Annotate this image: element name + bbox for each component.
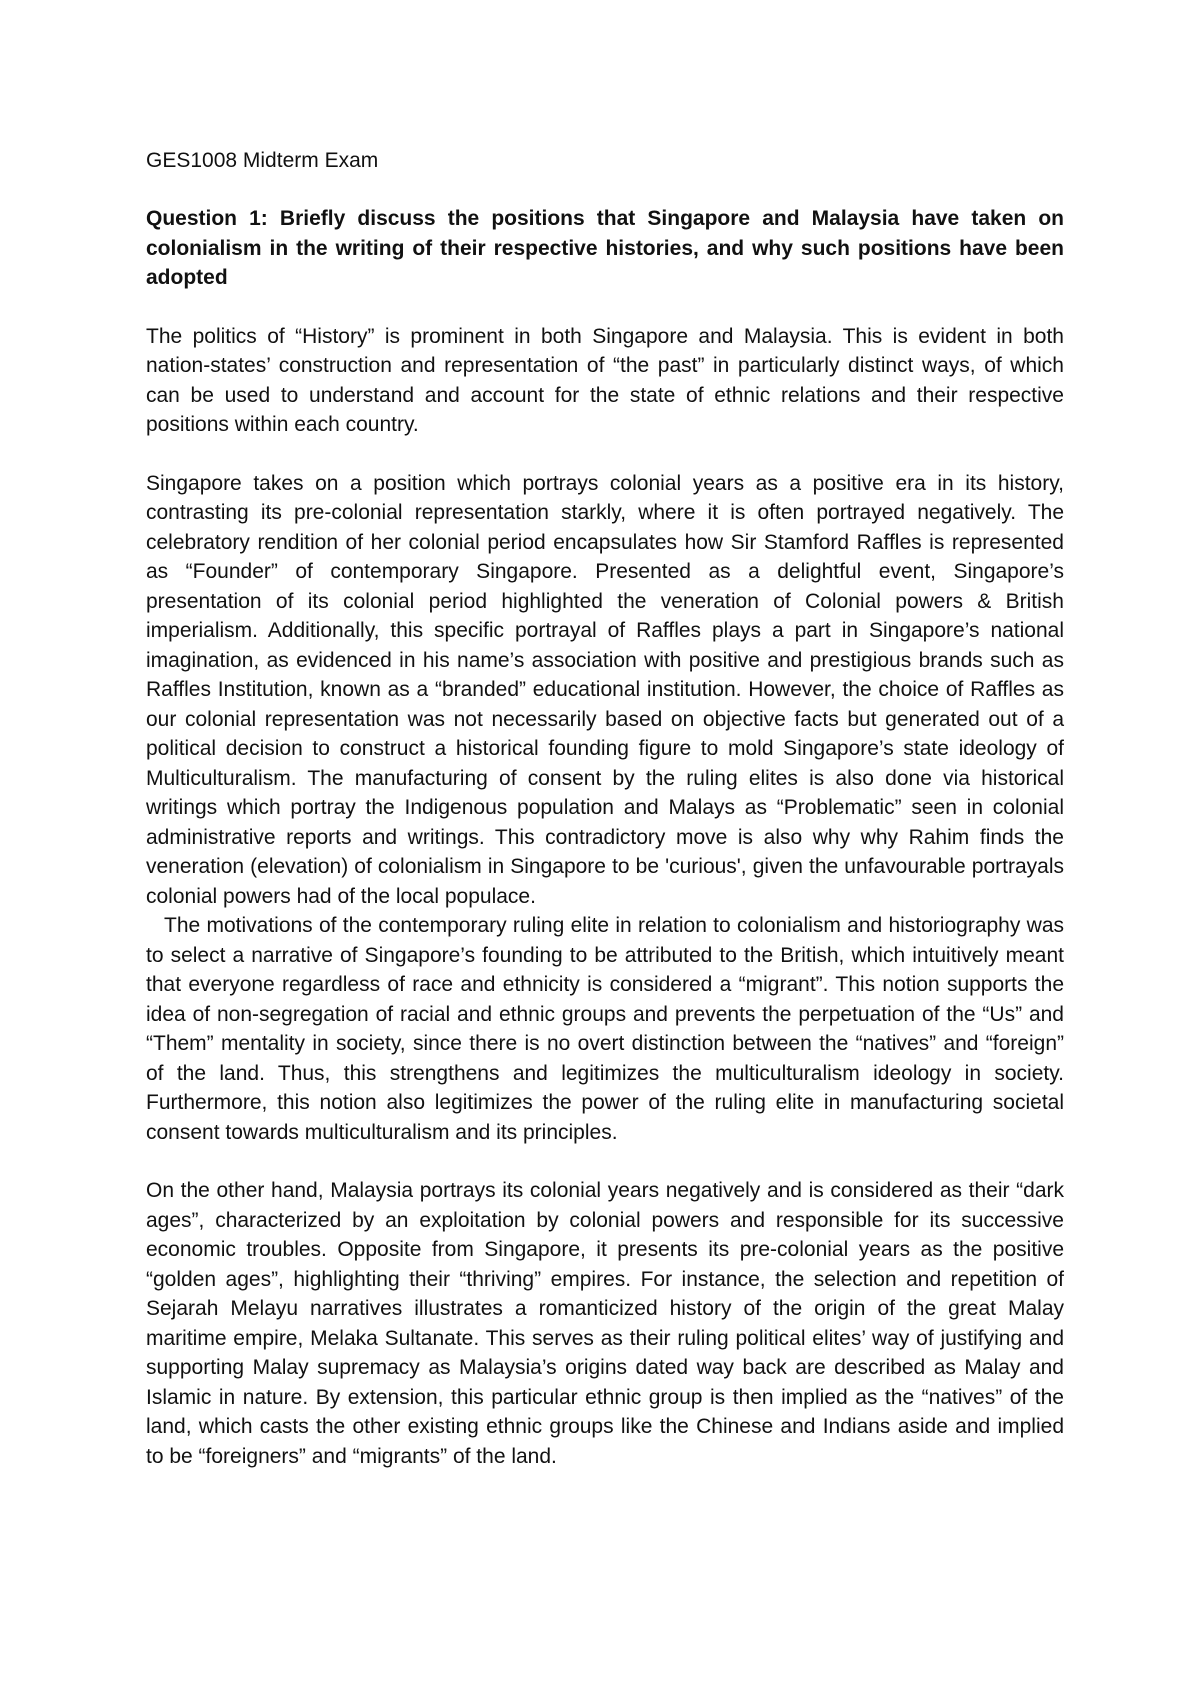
- paragraph-malaysia-position: On the other hand, Malaysia portrays its colonial years negatively and is considered as their “dark ages”, characterized by an exploitation by colonial powers and responsible for its successive economic troubles. Opposite from Singapore, it presents its pre-colonial years as the positive “golden ages”, highlighting their “thriving” empires. For instance, the selection and repetition of Sejarah Melayu narratives illustrates a romanticized history of the origin of the great Malay maritime empire, Melaka Sultanate. This serves as their ruling political elites’ way of justifying and supporting Malay supremacy as Malaysia’s origins dated way back are described as Malay and Islamic in nature. By extension, this particular ethnic group is then implied as the “natives” of the land, which casts the other existing ethnic groups like the Chinese and Indians aside and implied to be “foreigners” and “migrants” of the land.: [146, 1179, 1064, 1468]
- paragraph-singapore-position: Singapore takes on a position which portrays colonial years as a positive era in its history, contrasting its pre-colonial representation starkly, where it is often portrayed negatively. The celebratory rendition of her colonial period encapsulates how Sir Stamford Raffles is represented as “Founder” of contemporary Singapore. Presented as a delightful event, Singapore’s presentation of its colonial period highlighted the veneration of Colonial powers & British imperialism. Additionally, this specific portrayal of Raffles plays a part in Singapore’s national imagination, as evidenced in his name’s association with positive and prestigious brands such as Raffles Institution, known as a “branded” educational institution. However, the choice of Raffles as our colonial representation was not necessarily based on objective facts but generated out of a political decision to construct a historical founding figure to mold Singapore’s state ideology of Multiculturalism. The manufacturing of consent by the ruling elites is also done via historical writings which portray the Indigenous population and Malays as “Problematic” seen in colonial administrative reports and writings. This contradictory move is also why why Rahim finds the veneration (elevation) of colonialism in Singapore to be 'curious', given the unfavourable portrayals colonial powers had of the local populace.: [146, 471, 1064, 908]
- document-title: GES1008 Midterm Exam: [146, 149, 379, 172]
- document-page: [146, 146, 1064, 1471]
- paragraph-singapore-motivations: The motivations of the contemporary ruling elite in relation to colonialism and historiography was to select a narrative of Singapore’s founding to be attributed to the British, which intuitively meant that everyone regardless of race and ethnicity is considered a “migrant”. This notion supports the idea of non-segregation of racial and ethnic groups and prevents the perpetuation of the “Us” and “Them” mentality in society, since there is no overt distinction between the “natives” and “foreign” of the land. Thus, this strengthens and legitimizes the multiculturalism ideology in society. Furthermore, this notion also legitimizes the power of the ruling elite in manufacturing societal consent towards multiculturalism and its principles.: [146, 914, 1064, 1144]
- paragraph-intro: The politics of “History” is prominent in both Singapore and Malaysia. This is evident in both nation-states’ construction and representation of “the past” in particularly distinct ways, of which can be used to understand and account for the state of ethnic relations and their respective positions within each country.: [146, 324, 1064, 436]
- question-heading: Question 1: Briefly discuss the positions that Singapore and Malaysia have taken on colonialism in the writing of their respective histories, and why such positions have been adopted: [146, 207, 1064, 289]
